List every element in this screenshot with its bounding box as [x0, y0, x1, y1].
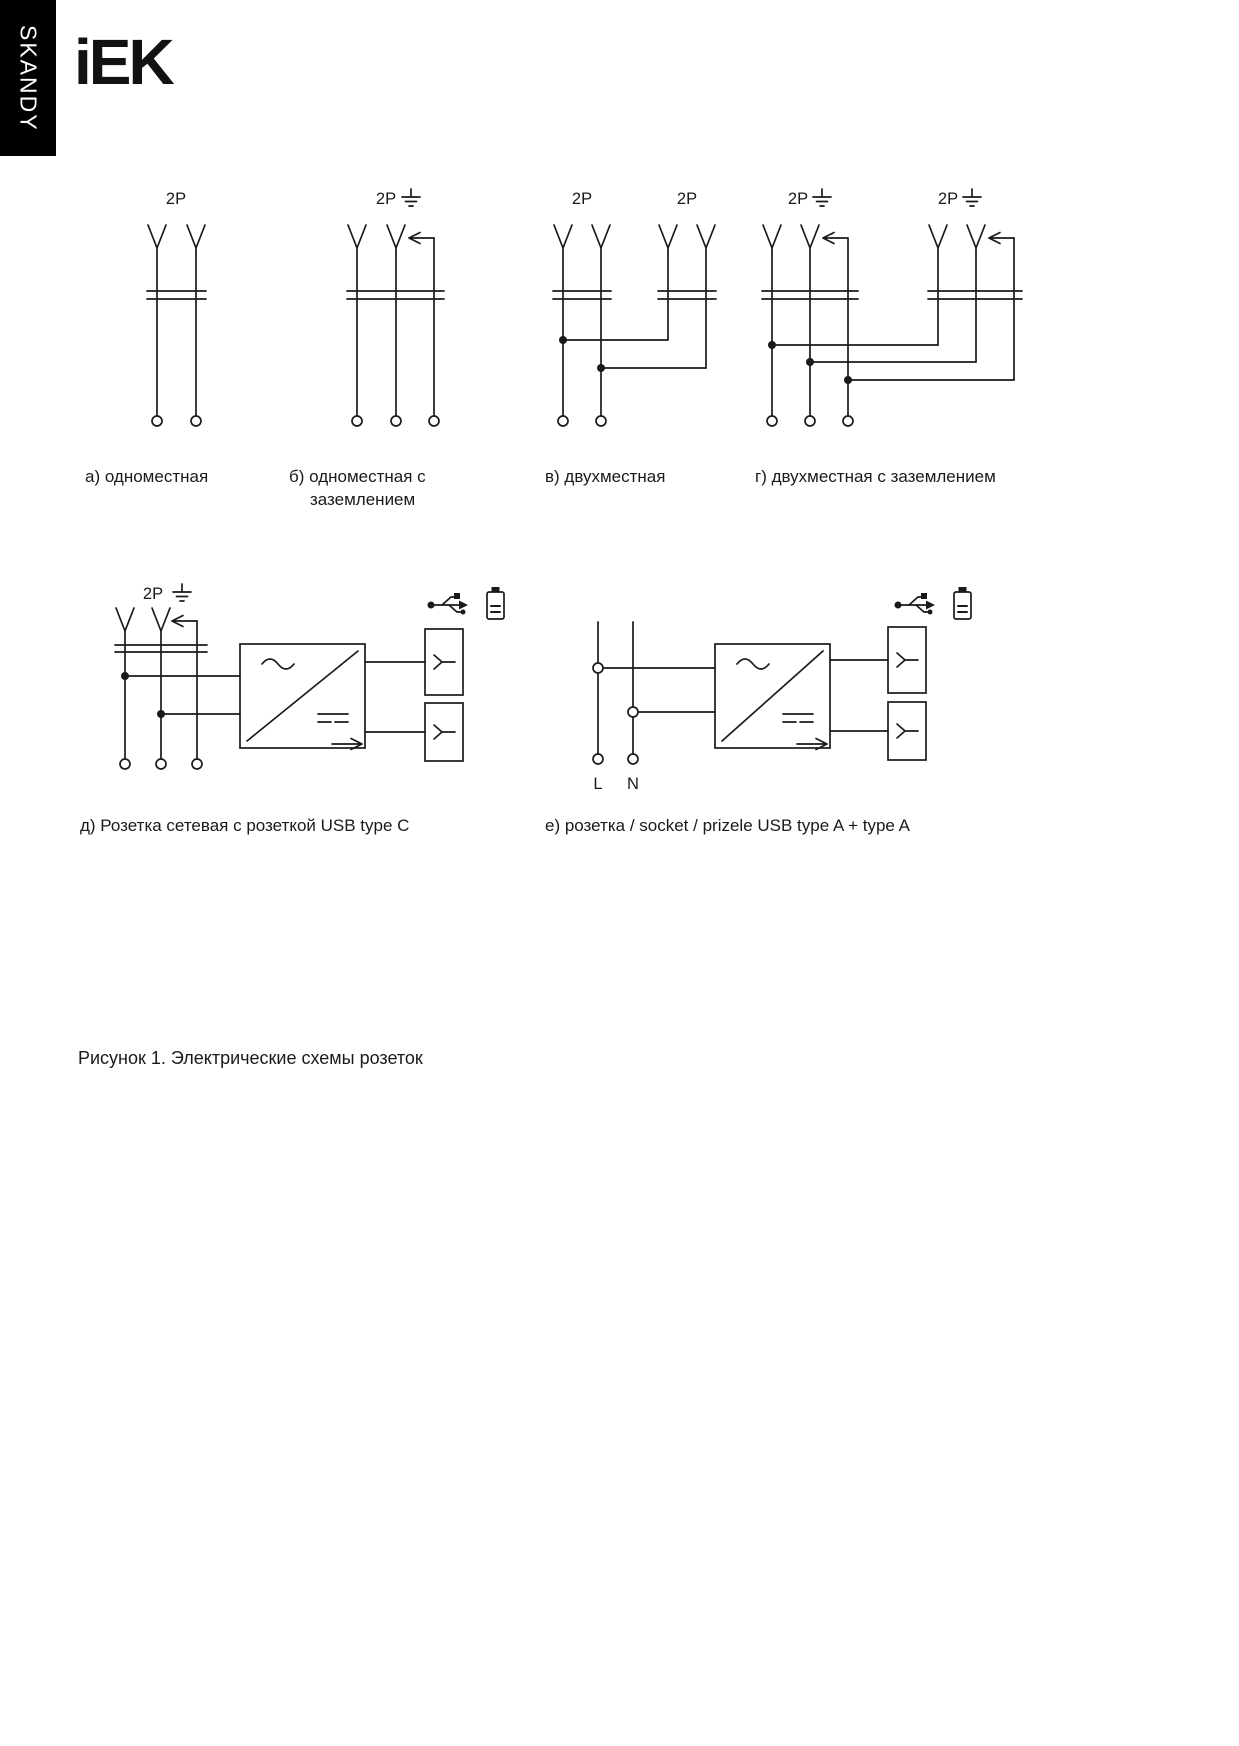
branch-wire [598, 668, 715, 712]
pole-label: 2P [937, 190, 959, 208]
wire [563, 248, 706, 416]
pe-arrow-icon [989, 233, 1014, 244]
diagram-b-schematic [347, 189, 444, 426]
contact-fork-icon [554, 225, 572, 248]
terminal [391, 416, 401, 426]
dc-icon [318, 714, 348, 722]
battery-icon [954, 587, 971, 619]
pole-label: 2P [375, 190, 397, 208]
ac-sine-icon [737, 659, 769, 669]
iek-logo: iEK [74, 26, 172, 98]
pole-label: 2P [165, 190, 187, 208]
junction-dot [806, 358, 814, 366]
tap-terminal [628, 707, 638, 717]
branch-wire [125, 676, 240, 714]
contact-fork-icon [929, 225, 947, 248]
diagram-d-label: д) Розетка сетевая с розеткой USB type C [80, 816, 410, 835]
terminal [429, 416, 439, 426]
usb-icon [895, 593, 936, 615]
contact-fork-icon [152, 608, 170, 631]
dc-icon [783, 714, 813, 722]
junction-dot [844, 376, 852, 384]
contact-fork-icon [801, 225, 819, 248]
series-name: SKANDY [15, 24, 42, 132]
pe-arrow-icon [823, 233, 848, 244]
contact-fork-icon [116, 608, 134, 631]
ground-icon [963, 189, 981, 206]
usb-contact-icon [434, 655, 455, 669]
contact-fork-icon [763, 225, 781, 248]
diagram-e-label: е) розетка / socket / prizele USB type A + type A [545, 816, 911, 835]
terminal [593, 754, 603, 764]
tap-terminal [593, 663, 603, 673]
terminal [767, 416, 777, 426]
wire [598, 622, 633, 754]
output-wire [365, 662, 425, 732]
junction-dot [559, 336, 567, 344]
terminal [156, 759, 166, 769]
contact-fork-icon [697, 225, 715, 248]
schematic-text-labels [143, 190, 958, 793]
terminal [352, 416, 362, 426]
terminal [558, 416, 568, 426]
diagram-a-label: а) одноместная [85, 467, 209, 486]
ground-icon [173, 584, 191, 601]
terminal [192, 759, 202, 769]
pole-label: 2P [676, 190, 698, 208]
diagram-g-label: г) двухместная с заземлением [755, 467, 996, 486]
junction-dot [157, 710, 165, 718]
usb-icon [428, 593, 469, 615]
ground-icon [402, 189, 420, 206]
usb-contact-icon [897, 653, 918, 667]
contact-fork-icon [348, 225, 366, 248]
diagram-e-schematic [593, 587, 971, 764]
contact-fork-icon [148, 225, 166, 248]
diagram-v-schematic [553, 225, 716, 426]
jumper-wire [563, 340, 706, 368]
junction-dot [121, 672, 129, 680]
usb-contact-icon [897, 724, 918, 738]
wire [772, 238, 1014, 416]
diagram-b-label: б) одноместная с заземлением [289, 467, 426, 509]
socket-body [553, 291, 716, 299]
figure-caption: Рисунок 1. Электрические схемы розеток [78, 1048, 423, 1068]
terminal [843, 416, 853, 426]
diagram-a-schematic [147, 225, 206, 426]
battery-icon [487, 587, 504, 619]
contact-fork-icon [592, 225, 610, 248]
ground-icon [813, 189, 831, 206]
pole-label: 2P [787, 190, 809, 208]
junction-dot [597, 364, 605, 372]
pe-arrow-icon [409, 233, 434, 244]
ac-sine-icon [262, 659, 294, 669]
pole-label: 2P [142, 585, 164, 603]
terminal [120, 759, 130, 769]
pe-arrow-icon [172, 616, 197, 627]
junction-dot [768, 341, 776, 349]
terminal [152, 416, 162, 426]
pole-label: 2P [571, 190, 593, 208]
terminal [628, 754, 638, 764]
line-conductor-label: L [593, 775, 603, 793]
wire [125, 621, 197, 759]
socket-body [762, 291, 1022, 299]
terminal [191, 416, 201, 426]
contact-fork-icon [187, 225, 205, 248]
diagram-d-schematic [115, 584, 504, 769]
wire [157, 248, 196, 416]
contact-fork-icon [387, 225, 405, 248]
diagram-v-label: в) двухместная [545, 467, 666, 486]
usb-contact-icon [434, 725, 455, 739]
terminal [596, 416, 606, 426]
contact-fork-icon [659, 225, 677, 248]
output-wire [830, 660, 888, 731]
contact-fork-icon [967, 225, 985, 248]
wire [357, 238, 434, 416]
diagram-g-schematic [762, 189, 1022, 426]
socket-body [147, 291, 206, 299]
neutral-conductor-label: N [627, 775, 639, 793]
terminal [805, 416, 815, 426]
converter-diagonal [247, 651, 358, 741]
